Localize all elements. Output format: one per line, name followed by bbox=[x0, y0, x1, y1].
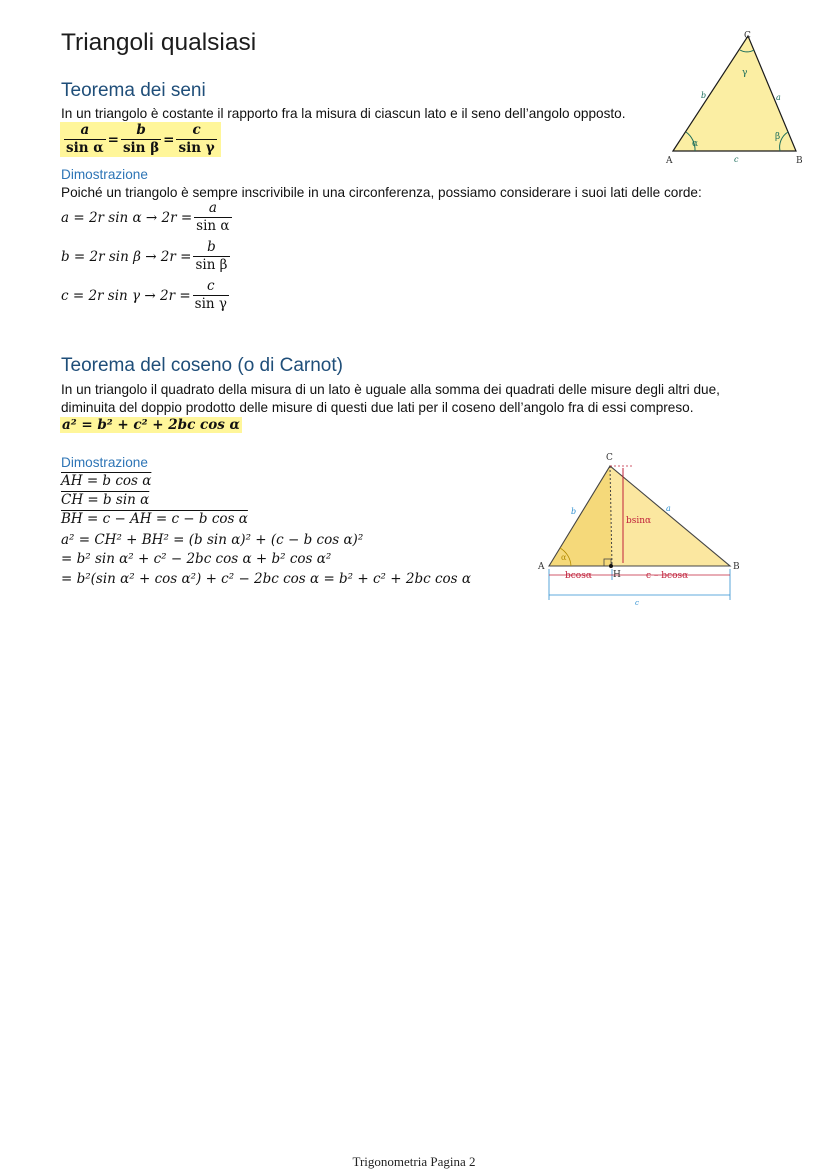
angle-alpha-label: α bbox=[692, 139, 699, 149]
sines-demo-line-a bbox=[61, 200, 234, 235]
frac-den-b: sin β bbox=[122, 140, 160, 156]
cosine-statement-1: In un triangolo il quadrato della misura di un lato è uguale alla somma dei quadrati delle misure degli altri due, bbox=[61, 382, 720, 397]
cosine-demo-line-1: AH = b cos α bbox=[61, 473, 152, 489]
side-b-label: b bbox=[701, 91, 707, 100]
angle-beta-label: β bbox=[775, 132, 781, 142]
demo-line-lhs: b = 2r sin β → 2r = bbox=[61, 248, 192, 265]
cosine-formula: a² = b² + c² + 2bc cos α bbox=[62, 417, 240, 433]
cosine-triangle-figure bbox=[534, 448, 744, 606]
frac-den-c: sin γ bbox=[178, 140, 215, 156]
cosine-demo-line-6: = b²(sin α² + cos α²) + c² − 2bc cos α = b² + c² + 2bc cos α bbox=[61, 571, 471, 587]
c-label: c bbox=[635, 599, 639, 606]
frac-num-b: b bbox=[121, 122, 161, 140]
vertex-C-label: C bbox=[744, 31, 751, 41]
cosine-demo-line-3: BH = c − AH = c − b cos α bbox=[61, 511, 248, 527]
sines-formula bbox=[60, 122, 221, 157]
sines-triangle-figure bbox=[660, 28, 810, 170]
cosine-demo-line-2: CH = b sin α bbox=[61, 492, 150, 508]
side-a-label: a bbox=[776, 93, 781, 102]
sines-statement: In un triangolo è costante il rapporto fra la misura di ciascun lato e il seno dell’angolo opposto. bbox=[61, 106, 626, 121]
cosine-statement-2: diminuita del doppio prodotto delle misure di questi due lati per il coseno dell’angolo fra di essi compreso. bbox=[61, 400, 694, 415]
angle-gamma-label: γ bbox=[742, 68, 748, 78]
sines-demo-line-b bbox=[61, 239, 232, 274]
vertex-A-label: A bbox=[538, 562, 545, 572]
frac-num-a: a bbox=[64, 122, 106, 140]
cosine-demo-label: Dimostrazione bbox=[61, 455, 148, 470]
sines-demo-label: Dimostrazione bbox=[61, 167, 148, 182]
AH-label: bcosα bbox=[565, 571, 592, 581]
angle-alpha-label: α bbox=[561, 553, 567, 562]
foot-H-label: H bbox=[613, 570, 621, 580]
side-a-label: a bbox=[666, 504, 671, 513]
frac-den-a: sin α bbox=[66, 140, 104, 156]
demo-line-lhs: a = 2r sin α → 2r = bbox=[61, 209, 193, 226]
cosine-heading: Teorema del coseno (o di Carnot) bbox=[61, 355, 343, 376]
demo-frac-num: a bbox=[194, 200, 231, 218]
page-title: Triangoli qualsiasi bbox=[61, 29, 257, 56]
demo-frac-den: sin β bbox=[195, 257, 228, 273]
equals-sign: = bbox=[163, 131, 175, 148]
vertex-B-label: B bbox=[733, 562, 740, 572]
sines-demo-line-c bbox=[61, 278, 231, 313]
demo-frac-num: c bbox=[193, 278, 229, 296]
HB-label: c – bcosα bbox=[646, 571, 689, 581]
frac-num-c: c bbox=[176, 122, 216, 140]
vertex-B-label: B bbox=[796, 156, 803, 166]
side-c-label: c bbox=[734, 155, 739, 164]
height-label: bsinα bbox=[626, 516, 652, 526]
demo-frac-den: sin γ bbox=[194, 296, 227, 312]
equals-sign: = bbox=[107, 131, 119, 148]
vertex-A-label: A bbox=[666, 156, 673, 166]
demo-frac-num: b bbox=[193, 239, 229, 257]
demo-line-lhs: c = 2r sin γ → 2r = bbox=[61, 287, 191, 304]
page-footer: Trigonometria Pagina 2 bbox=[352, 1154, 476, 1169]
sines-heading: Teorema dei seni bbox=[61, 80, 206, 101]
cosine-demo-line-5: = b² sin α² + c² − 2bc cos α + b² cos α² bbox=[61, 551, 332, 567]
cosine-demo-line-4: a² = CH² + BH² = (b sin α)² + (c − b cos α)² bbox=[61, 532, 364, 548]
vertex-C-label: C bbox=[606, 453, 613, 463]
foot-H-dot bbox=[609, 564, 613, 568]
side-b-label: b bbox=[571, 507, 577, 516]
sines-demo-intro: Poiché un triangolo è sempre inscrivibile in una circonferenza, possiamo considerare i suoi lati delle corde: bbox=[61, 185, 702, 200]
demo-frac-den: sin α bbox=[196, 218, 230, 234]
